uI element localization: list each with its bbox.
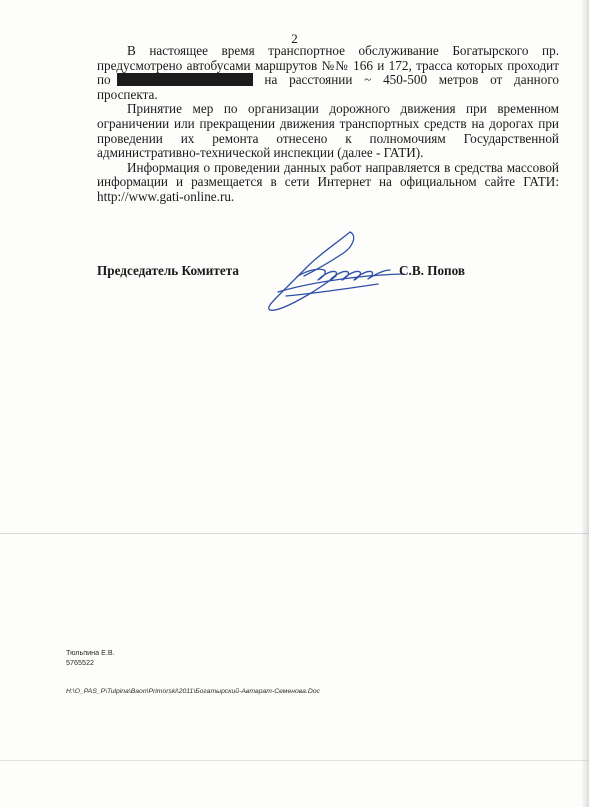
executor-info — [66, 648, 115, 667]
redaction-bar — [117, 73, 169, 86]
scan-edge-shadow — [581, 0, 589, 807]
paper-fold-line — [0, 533, 589, 534]
paragraph-media-info: Информация о проведении данных работ направляется в средства массовой информации и размещается в сети Интернет на официальном сайте ГАТИ: http://www.gati-online.ru. — [97, 159, 559, 204]
signatory-title: Председатель Комитета — [97, 263, 239, 278]
signatory-name: С.В. Попов — [399, 263, 466, 278]
handwritten-signature — [258, 224, 408, 320]
paragraph-gati-authority: Принятие мер по организации дорожного движения при временном ограничении или прекращении движения транспортных средств на дорогах при проведении их ремонта отнесено к полномочиям Государственной административно-технической инспекции (далее - ГАТИ). — [97, 101, 559, 161]
executor-name: Тюльпина Е.В. — [66, 648, 115, 657]
paragraph-text: В настоящее время транспортное обслуживание Богатырского пр. предусмотрено автобусами маршрутов №№ 166 и 172, трасса которых проходит по — [97, 43, 559, 88]
redaction-bar — [169, 73, 253, 86]
paragraph-transport — [97, 44, 559, 102]
executor-phone: 5765522 — [66, 657, 94, 667]
letter-body — [97, 44, 559, 205]
paper-fold-line — [0, 760, 589, 761]
page-number: 2 — [291, 31, 298, 46]
paragraph-text: на расстоянии ~ 450-500 метров от данного проспекта. — [97, 72, 559, 102]
file-path: H:\O_PAS_P\Tulpina\Baon\Primorski\2011\Богатырский-Автарат-Семенова.Doc — [66, 688, 320, 695]
